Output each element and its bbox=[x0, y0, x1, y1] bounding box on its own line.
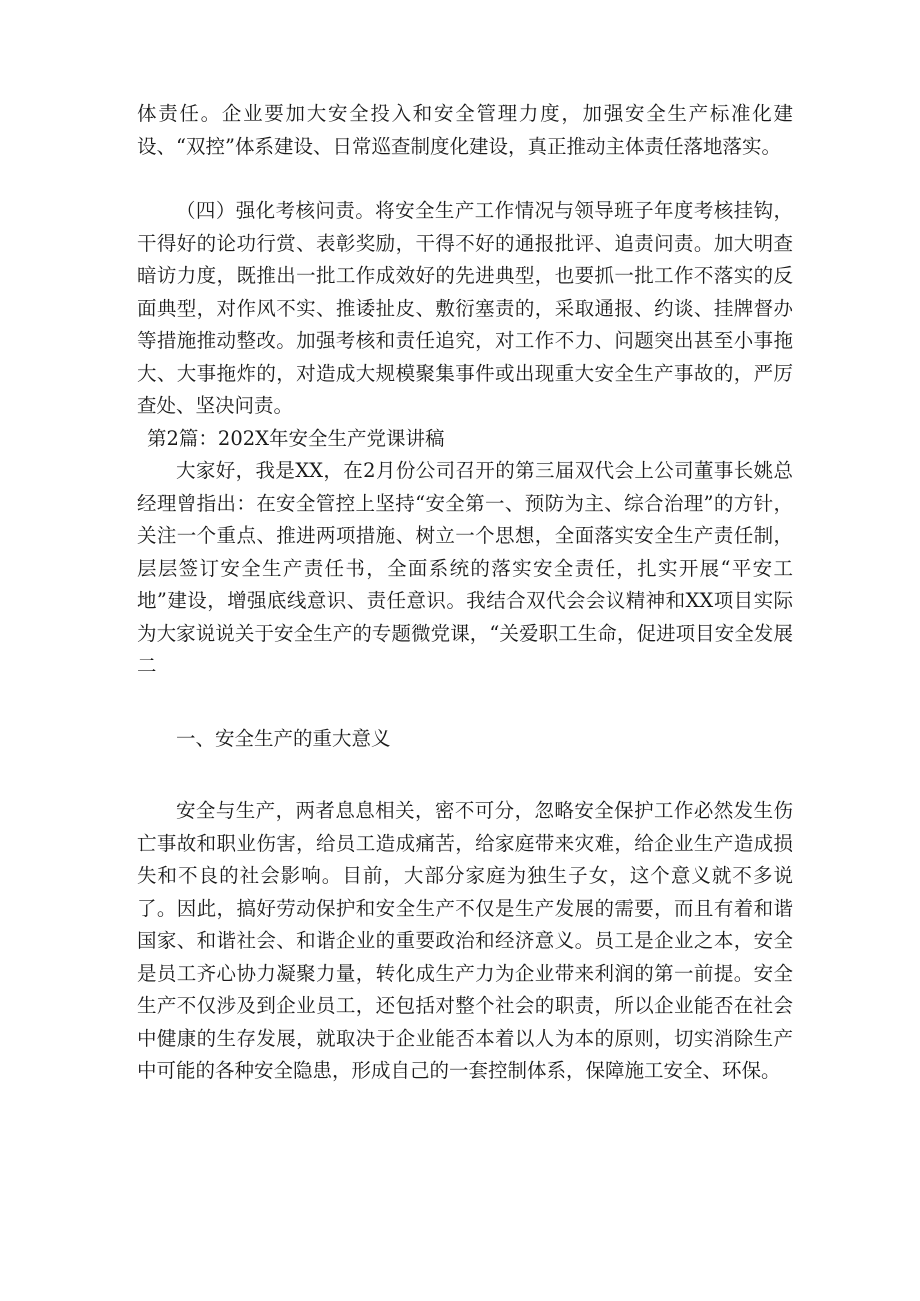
paragraph-assessment-accountability: （四）强化考核问责。将安全生产工作情况与领导班子年度考核挂钩，干得好的论功行赏、表彰奖励，干得不好的通报批评、追责问责。加大明查暗访力度，既推出一批工作成效好的先进典型，也要抓一批工作不落实的反面典型，对作风不实、推诿扯皮、敷衍塞责的，采取通报、约谈、挂牌督办等措施推动整改。加强考核和责任追究，对工作不力、问题突出甚至小事拖大、大事拖炸的，对造成大规模聚集事件或出现重大安全生产事故的，严厉查处、坚决问责。 bbox=[137, 199, 793, 417]
chapter-heading: 第2篇：202X年安全生产党课讲稿 bbox=[147, 426, 445, 450]
document-page bbox=[137, 98, 793, 1088]
paragraph-main-responsibility: 体责任。企业要加大安全投入和安全管理力度，加强安全生产标准化建设、“双控”体系建设、日常巡查制度化建设，真正推动主体责任落地落实。 bbox=[137, 102, 793, 158]
section-title-significance: 一、安全生产的重大意义 bbox=[176, 726, 391, 750]
paragraph-safety-significance: 安全与生产，两者息息相关，密不可分，忽略安全保护工作必然发生伤亡事故和职业伤害，给员工造成痛苦，给家庭带来灾难，给企业生产造成损失和不良的社会影响。目前，大部分家庭为独生子女，这个意义就不多说了。因此，搞好劳动保护和安全生产不仅是生产发展的需要，而且有着和谐国家、和谐社会、和谐企业的重要政治和经济意义。员工是企业之本，安全是员工齐心协力凝聚力量，转化成生产力为企业带来利润的第一前提。安全生产不仅涉及到企业员工，还包括对整个社会的职责，所以企业能否在社会中健康的生存发展，就取决于企业能否本着以人为本的原则，切实消除生产中可能的各种安全隐患，形成自己的一套控制体系，保障施工安全、环保。 bbox=[137, 799, 793, 1082]
paragraph-opening-remarks: 大家好，我是XX，在2月份公司召开的第三届双代会上公司董事长姚总经理曾指出：在安全管控上坚持“安全第一、预防为主、综合治理”的方针，关注一个重点、推进两项措施、树立一个思想，全面落实安全生产责任制，层层签订安全生产责任书，全面系统的落实安全责任，扎实开展“平安工地”建设，增强底线意识、责任意识。我结合双代会会议精神和XX项目实际为大家说说关于安全生产的专题微党课，“关爱职工生命，促进项目安全发展二 bbox=[137, 459, 793, 677]
